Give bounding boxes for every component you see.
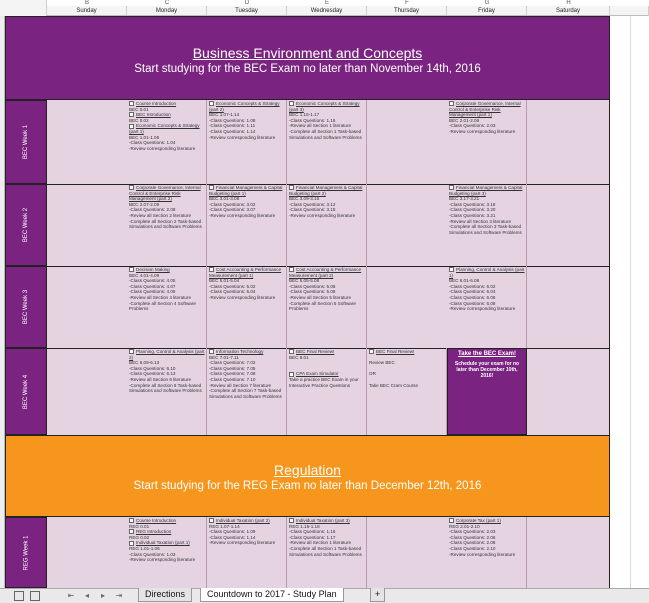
cell-line: -Review all Section 1 literature: [289, 123, 352, 129]
cell-line: -Class Questions: 4.05: [129, 278, 176, 284]
cell-line: -Review all Section 1 literature: [289, 540, 352, 546]
cell-line: -Class Questions: 2.10: [449, 545, 496, 551]
reg-title: Regulation: [274, 462, 341, 478]
checkbox-icon[interactable]: [289, 372, 294, 377]
bec-week-4-label: BEC Week 4: [5, 348, 47, 435]
cell-line: -Class Questions: 5.04: [209, 289, 256, 295]
cell-line: -Complete all Section 1 Task-based Simulations and Software Problems: [289, 128, 362, 140]
cell-line: BEC 0.01: [129, 106, 149, 112]
cell-line: -Class Questions: 1.16: [289, 117, 336, 123]
cell-line: [129, 123, 205, 134]
checkbox-icon[interactable]: [129, 267, 134, 272]
cell-line: -Review corresponding literature: [209, 134, 276, 140]
col-letter-c[interactable]: C: [164, 0, 170, 6]
cell-line: BEC 6.09-6.13: [129, 360, 160, 366]
header-friday[interactable]: Friday: [447, 6, 527, 16]
checkbox-icon[interactable]: [289, 267, 294, 272]
cell-line: -Class Questions: 5.02: [209, 283, 256, 289]
cell-line: -Class Questions: 2.08: [449, 540, 496, 546]
cell-line: -Class Questions: 2.03: [449, 123, 496, 129]
checkbox-icon[interactable]: [209, 518, 214, 523]
cell-line: -Class Questions: 2.06: [449, 534, 496, 540]
bec-w1-friday-cell[interactable]: [447, 100, 527, 184]
task-heading: Information Technology: [216, 349, 264, 354]
cell-line: [289, 101, 365, 112]
cell-line: -Class Questions: 1.09: [209, 529, 256, 535]
cell-line: -Class Questions: 4.09: [129, 289, 176, 295]
cell-line: -Class Questions: 7.02: [209, 360, 256, 366]
bec-w3-friday-cell[interactable]: [447, 266, 527, 348]
reg-w1-friday-cell[interactable]: [447, 517, 527, 588]
cell-line: BEC 1.01-1.06: [129, 134, 160, 140]
cell-line: -Class Questions: 3.15: [289, 207, 336, 213]
cell-line: -Class Questions: 2.03: [449, 529, 496, 535]
checkbox-icon[interactable]: [449, 185, 454, 190]
cell-line: OR: [369, 371, 376, 377]
cell-line: -Complete all Section 1 Task-based Simulations and Software Problems: [289, 545, 362, 557]
cell-line: -Complete all Section 7 Task-based Simulations and Software Problems: [209, 388, 282, 399]
cell-line: -Review corresponding literature: [449, 306, 516, 312]
cell-line: -Review all Section 7 literature: [209, 382, 272, 388]
header-thursday[interactable]: Thursday: [367, 6, 447, 16]
task-heading: Financial Management & Capital Budgeting (part 1): [209, 185, 283, 196]
cell-line: -Class Questions: 4.07: [129, 283, 176, 289]
last-sheet-icon[interactable]: ⇥: [115, 591, 123, 600]
cell-line: -Complete all Section 4 Software Problems: [129, 300, 196, 312]
checkbox-icon[interactable]: [129, 124, 134, 129]
col-letter-f[interactable]: F: [405, 0, 409, 6]
cell-line: -Class Questions: 1.11: [209, 123, 256, 129]
cell-line: [209, 185, 285, 196]
checkbox-icon[interactable]: [129, 529, 134, 534]
cell-line: Take BEC Cram Course: [369, 382, 419, 388]
task-heading: Economic Concepts & Strategy (part 2): [209, 101, 280, 112]
task-heading: Individual Taxation (part 1): [136, 540, 190, 546]
cell-line: [209, 267, 285, 278]
checkbox-icon[interactable]: [449, 267, 454, 272]
cell-line: -Review all Section 5 literature: [289, 294, 352, 300]
cell-line: REG 1.15-1.18: [289, 523, 320, 529]
cell-line: -Class Questions: 6.08: [449, 300, 496, 306]
task-heading: Planning, Control & Analysis (part 1): [449, 267, 525, 278]
checkbox-icon[interactable]: [129, 185, 134, 190]
reg-w1-tuesday-cell[interactable]: [207, 517, 287, 588]
checkbox-icon[interactable]: [289, 349, 294, 354]
cell-line: -Complete all Section 3 Task-based Simulations and Software Problems: [449, 224, 522, 235]
cell-line: BEC 8.01: [289, 354, 309, 360]
first-sheet-icon[interactable]: ⇤: [67, 591, 75, 600]
bec-w3-tuesday-cell[interactable]: [207, 266, 287, 348]
bec-w2-tuesday-cell[interactable]: [207, 184, 287, 266]
cell-line: -Complete all Section 2 Task-based Simulations and Software Problems: [129, 218, 202, 230]
cell-line: -Review all Section 3 literature: [449, 218, 512, 224]
checkbox-icon[interactable]: [369, 349, 374, 354]
cell-line: -Class Questions: 6.10: [129, 365, 176, 371]
checkbox-icon[interactable]: [209, 101, 214, 106]
bec-w4-monday-cell[interactable]: [127, 348, 207, 435]
task-heading: Economic Concepts & Strategy (part 1): [129, 123, 200, 134]
cell-line: [289, 185, 365, 196]
bec-subtitle: Start studying for the BEC Exam no later than November 14th, 2016: [134, 63, 481, 75]
cell-line: BEC 2.01-2.06: [449, 117, 480, 123]
cell-line: -Class Questions: 7.05: [209, 365, 256, 371]
checkbox-icon[interactable]: [209, 267, 214, 272]
col-letter-h[interactable]: H: [566, 0, 571, 6]
cell-line: -Class Questions: 3.07: [209, 207, 256, 213]
cell-line: REG 1.01-1.06: [129, 545, 160, 551]
next-sheet-icon[interactable]: ▸: [100, 591, 105, 600]
cell-line: -Review corresponding literature: [209, 540, 276, 546]
cell-line: [129, 349, 205, 360]
cell-line: -Class Questions: 2.08: [129, 207, 176, 213]
bec-w4-thursday-cell[interactable]: [367, 348, 447, 435]
checkbox-icon[interactable]: [449, 518, 454, 523]
cell-line: -Class Questions: 1.14: [209, 534, 256, 540]
cell-line: -Class Questions: 1.14: [209, 128, 256, 134]
header-wednesday[interactable]: Wednesday: [287, 6, 367, 16]
cell-line: -Class Questions: 6.06: [449, 294, 496, 300]
cell-line: BEC 0.02: [129, 117, 149, 123]
bec-w4-tuesday-cell[interactable]: [207, 348, 287, 435]
bec-title: Business Environment and Concepts: [192, 45, 423, 61]
task-heading: Individual Taxation (part 3): [296, 518, 350, 523]
task-heading: Cost Accounting & Performance Measurement (part 1): [209, 267, 282, 278]
task-heading: BEC Introduction: [136, 112, 171, 118]
bec-week-1-label: BEC Week 1: [5, 100, 47, 184]
cell-line: -Class Questions: 5.08: [289, 289, 336, 295]
cell-line: REG 2.01-2.10: [449, 523, 480, 529]
cell-line: BEC 6.01-6.08: [449, 278, 480, 284]
add-sheet-button[interactable]: +: [370, 588, 385, 602]
cell-line: -Class Questions: 1.08: [209, 117, 256, 123]
cell-line: -Class Questions: 3.12: [289, 201, 336, 207]
task-heading: Financial Management & Capital Budgeting (part 3): [449, 185, 523, 196]
task-heading: Cost Accounting & Performance Measurement (part 2): [289, 267, 362, 278]
reg-w1-monday-cell[interactable]: [127, 517, 207, 588]
cell-line: -Complete all Section 5 Software Problems: [289, 300, 356, 312]
header-extra[interactable]: [610, 6, 649, 16]
bec-week-3-label: BEC Week 3: [5, 266, 47, 348]
normal-view-icon[interactable]: [14, 591, 24, 601]
bec-w1-tuesday-cell[interactable]: [207, 100, 287, 184]
cell-line: -Review corresponding literature: [449, 551, 516, 557]
checkbox-icon[interactable]: [289, 518, 294, 523]
bec-w4-wednesday-cell[interactable]: [287, 348, 367, 435]
cell-line: -Class Questions: 7.08: [209, 371, 256, 377]
cell-line: Take a practice BEC Exam in your Interactive Practice Questions: [289, 376, 359, 388]
cell-line: REG 1.07-1.14: [209, 523, 240, 529]
task-heading: Financial Management & Capital Budgeting (part 2): [289, 185, 363, 196]
cell-line: -Review corresponding literature: [209, 212, 276, 218]
task-heading: Economic Concepts & Strategy (part 3): [289, 101, 360, 112]
checkbox-icon[interactable]: [289, 101, 294, 106]
checkbox-icon[interactable]: [129, 112, 134, 117]
take-bec-exam-title: Take the BEC Exam!: [458, 351, 516, 357]
cell-line: BEC 3.09-3.16: [289, 196, 320, 202]
bec-w3-wednesday-cell[interactable]: [287, 266, 367, 348]
checkbox-icon[interactable]: [209, 349, 214, 354]
cell-line: BEC 5.05-5.08: [289, 278, 320, 284]
cell-line: BEC 3.01-3.08: [209, 196, 240, 202]
cell-line: -Review all Section 6 literature: [129, 376, 192, 382]
sheet-tab-bar: [0, 588, 649, 603]
bec-w2-wednesday-cell[interactable]: [287, 184, 367, 266]
cell-line: [289, 267, 365, 278]
prev-sheet-icon[interactable]: ◂: [84, 591, 89, 600]
cell-line: -Class Questions: 3.18: [449, 201, 496, 207]
task-heading: Corporate Governance, Internal Control & Enterprise Risk Management (part 2): [129, 185, 201, 202]
checkbox-icon[interactable]: [129, 101, 134, 106]
cell-line: BEC 1.15-1.17: [289, 112, 320, 118]
cell-line: [129, 185, 205, 202]
cell-line: -Class Questions: 7.10: [209, 376, 256, 382]
cell-line: BEC 3.17-3.21: [449, 196, 480, 202]
cell-line: -Class Questions: 1.03: [129, 551, 176, 557]
cell-line: -Review corresponding literature: [449, 128, 516, 134]
cell-line: -Class Questions: 6.02: [449, 283, 496, 289]
cell-line: -Complete all Section 6 Task-based Simulations and Software Problems: [129, 382, 202, 394]
cell-line: -Review all Section 4 literature: [129, 294, 192, 300]
col-letter-b[interactable]: B: [84, 0, 89, 6]
task-heading: Corporate Tax (part 1): [456, 518, 501, 523]
reg-banner[interactable]: [5, 435, 610, 517]
task-heading: CPA Exam Simulator: [296, 371, 339, 377]
task-heading: Individual Taxation (part 2): [216, 518, 270, 523]
header-sunday[interactable]: Sunday: [47, 6, 127, 16]
bec-banner[interactable]: [5, 16, 610, 100]
cell-line: -Review corresponding literature: [129, 145, 196, 151]
checkbox-icon[interactable]: [449, 101, 454, 106]
cell-line: -Class Questions: 3.02: [209, 201, 256, 207]
cell-line: -Class Questions: 6.13: [129, 371, 176, 377]
cell-line: -Review all Section 2 literature: [129, 212, 192, 218]
cell-line: BEC 1.07-1.14: [209, 112, 240, 118]
gridline: [630, 16, 631, 588]
reg-week-1-label: REG Week 1: [5, 517, 47, 588]
cell-line: BEC 4.01-4.09: [129, 272, 160, 278]
cell-line: -Class Questions: 3.20: [449, 207, 496, 213]
cell-line: BEC 5.01-5.04: [209, 278, 240, 284]
task-heading: Corporate Governance, Internal Control & Enterprise Risk Management (part 1): [449, 101, 521, 118]
checkbox-icon[interactable]: [129, 349, 134, 354]
cell-line: -Class Questions: 1.16: [289, 529, 336, 535]
cell-line: -Review corresponding literature: [289, 212, 356, 218]
checkbox-icon[interactable]: [209, 185, 214, 190]
header-tuesday[interactable]: Tuesday: [207, 6, 287, 16]
task-heading: Decision Making: [136, 267, 170, 272]
tab-directions[interactable]: Directions: [138, 588, 192, 602]
checkbox-icon[interactable]: [129, 541, 134, 546]
cell-line: BEC 7.01-7.11: [209, 354, 239, 360]
cell-line: -Class Questions: 5.06: [289, 283, 336, 289]
cell-line: [449, 267, 525, 278]
cell-line: -Class Questions: 3.21: [449, 212, 496, 218]
tab-study-plan[interactable]: Countdown to 2017 - Study Plan: [200, 588, 344, 602]
col-letter-e[interactable]: E: [324, 0, 329, 6]
cell-line: REG 0.01: [129, 523, 150, 529]
task-heading: REG Introduction: [136, 529, 172, 535]
col-letter-g[interactable]: G: [484, 0, 490, 6]
task-heading: Planning, Control & Analysis (part 2): [129, 349, 205, 360]
cell-line: Review BEC: [369, 360, 395, 366]
header-monday[interactable]: Monday: [127, 6, 207, 16]
header-saturday[interactable]: Saturday: [527, 6, 610, 16]
cell-line: -Class Questions: 1.17: [289, 534, 336, 540]
reg-w1-wednesday-cell[interactable]: [287, 517, 367, 588]
cell-line: -Class Questions: 6.04: [449, 289, 496, 295]
col-letter-d[interactable]: D: [244, 0, 250, 6]
task-heading: BEC Final Review!: [296, 349, 335, 354]
bec-w1-wednesday-cell[interactable]: [287, 100, 367, 184]
cell-line: BEC 2.07-2.09: [129, 201, 160, 207]
bec-w1-monday-cell[interactable]: [127, 100, 207, 184]
bec-w2-friday-cell[interactable]: [447, 184, 527, 266]
take-bec-exam-body: Schedule your exam for no later than December 10th, 2016!: [454, 361, 520, 379]
cell-line: [449, 101, 525, 118]
bec-w2-monday-cell[interactable]: [127, 184, 207, 266]
task-heading: BEC Final Review!: [376, 349, 415, 354]
cell-line: -Review corresponding literature: [209, 294, 276, 300]
checkbox-icon[interactable]: [289, 185, 294, 190]
task-heading: Course Introduction: [136, 101, 177, 106]
checkbox-icon[interactable]: [129, 518, 134, 523]
page-layout-view-icon[interactable]: [30, 591, 40, 601]
take-bec-exam-cell[interactable]: [447, 348, 527, 435]
cell-line: -Review corresponding literature: [129, 557, 196, 563]
reg-subtitle: Start studying for the REG Exam no later than December 12th, 2016: [133, 480, 482, 492]
bec-week-2-label: BEC Week 2: [5, 184, 47, 266]
bec-w3-monday-cell[interactable]: [127, 266, 207, 348]
cell-line: -Class Questions: 1.04: [129, 140, 176, 146]
cell-line: [209, 101, 285, 112]
task-heading: Course Introduction: [136, 518, 177, 523]
cell-line: [449, 185, 525, 196]
cell-line: REG 0.02: [129, 534, 150, 540]
